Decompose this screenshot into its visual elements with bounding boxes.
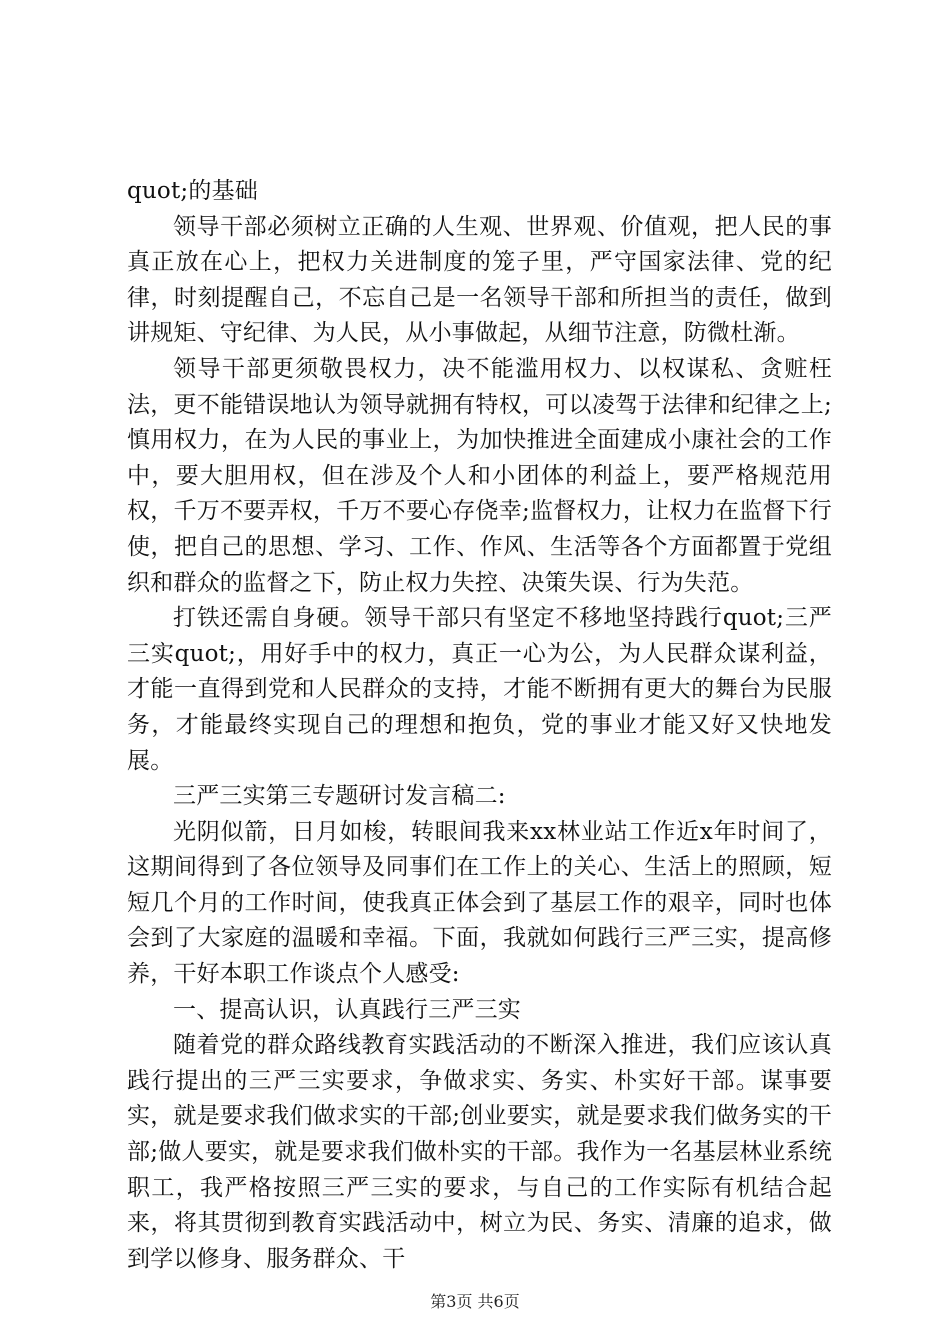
paragraph-leaders-values: 领导干部必须树立正确的人生观、世界观、价值观，把人民的事真正放在心上，把权力关进制度的笼子里，严守国家法律、党的纪律，时刻提醒自己，不忘自己是一名领导干部和所担当的责任，做到讲规矩、守纪律、为人民，从小事做起，从细节注意，防微杜渐。 xyxy=(127,213,832,347)
subheading-raise-awareness: 一、提高认识，认真践行三严三实 xyxy=(173,996,521,1023)
paragraph-mass-line: 随着党的群众路线教育实践活动的不断深入推进，我们应该认真践行提出的三严三实要求，争做求实、务实、朴实好干部。谋事要实，就是要求我们做求实的干部;创业要实，就是要求我们做务实的干部;做人要实，就是要求我们做朴实的干部。我作为一名基层林业系统职工，我严格按照三严三实的要求，与自己的工作实际有机结合起来，将其贯彻到教育实践活动中，树立为民、务实、清廉的追求，做到学以修身、服务群众、干 xyxy=(127,1032,832,1272)
section-heading-speech-two: 三严三实第三专题研讨发言稿二: xyxy=(173,783,506,810)
page-number-footer: 第3页 共6页 xyxy=(430,1292,520,1311)
paragraph-time-flies: 光阴似箭，日月如梭，转眼间我来xx林业站工作近x年时间了，这期间得到了各位领导及同事们在工作上的关心、生活上的照顾，短短几个月的工作时间，使我真正体会到了基层工作的艰辛，同时也体会到了大家庭的温暖和幸福。下面，我就如何践行三严三实，提高修养，干好本职工作谈点个人感受: xyxy=(127,818,832,988)
paragraph-revere-power: 领导干部更须敬畏权力，决不能滥用权力、以权谋私、贪赃枉法，更不能错误地认为领导就拥有特权，可以凌驾于法律和纪律之上;慎用权力，在为人民的事业上，为加快推进全面建成小康社会的工作中，要大胆用权，但在涉及个人和小团体的利益上，要严格规范用权，千万不要弄权，千万不要心存侥幸;监督权力，让权力在监督下行使，把自己的思想、学习、工作、作风、生活等各个方面都置于党组织和群众的监督之下，防止权力失控、决策失误、行为失范。 xyxy=(127,355,832,596)
paragraph-continuation: quot;的基础 xyxy=(127,178,258,204)
paragraph-strong-self: 打铁还需自身硬。领导干部只有坚定不移地坚持践行quot;三严三实quot;，用好手中的权力，真正一心为公，为人民群众谋利益，才能一直得到党和人民群众的支持，才能不断拥有更大的舞台为民服务，才能最终实现自己的理想和抱负，党的事业才能又好又快地发展。 xyxy=(127,605,832,774)
document-body xyxy=(127,174,832,1277)
